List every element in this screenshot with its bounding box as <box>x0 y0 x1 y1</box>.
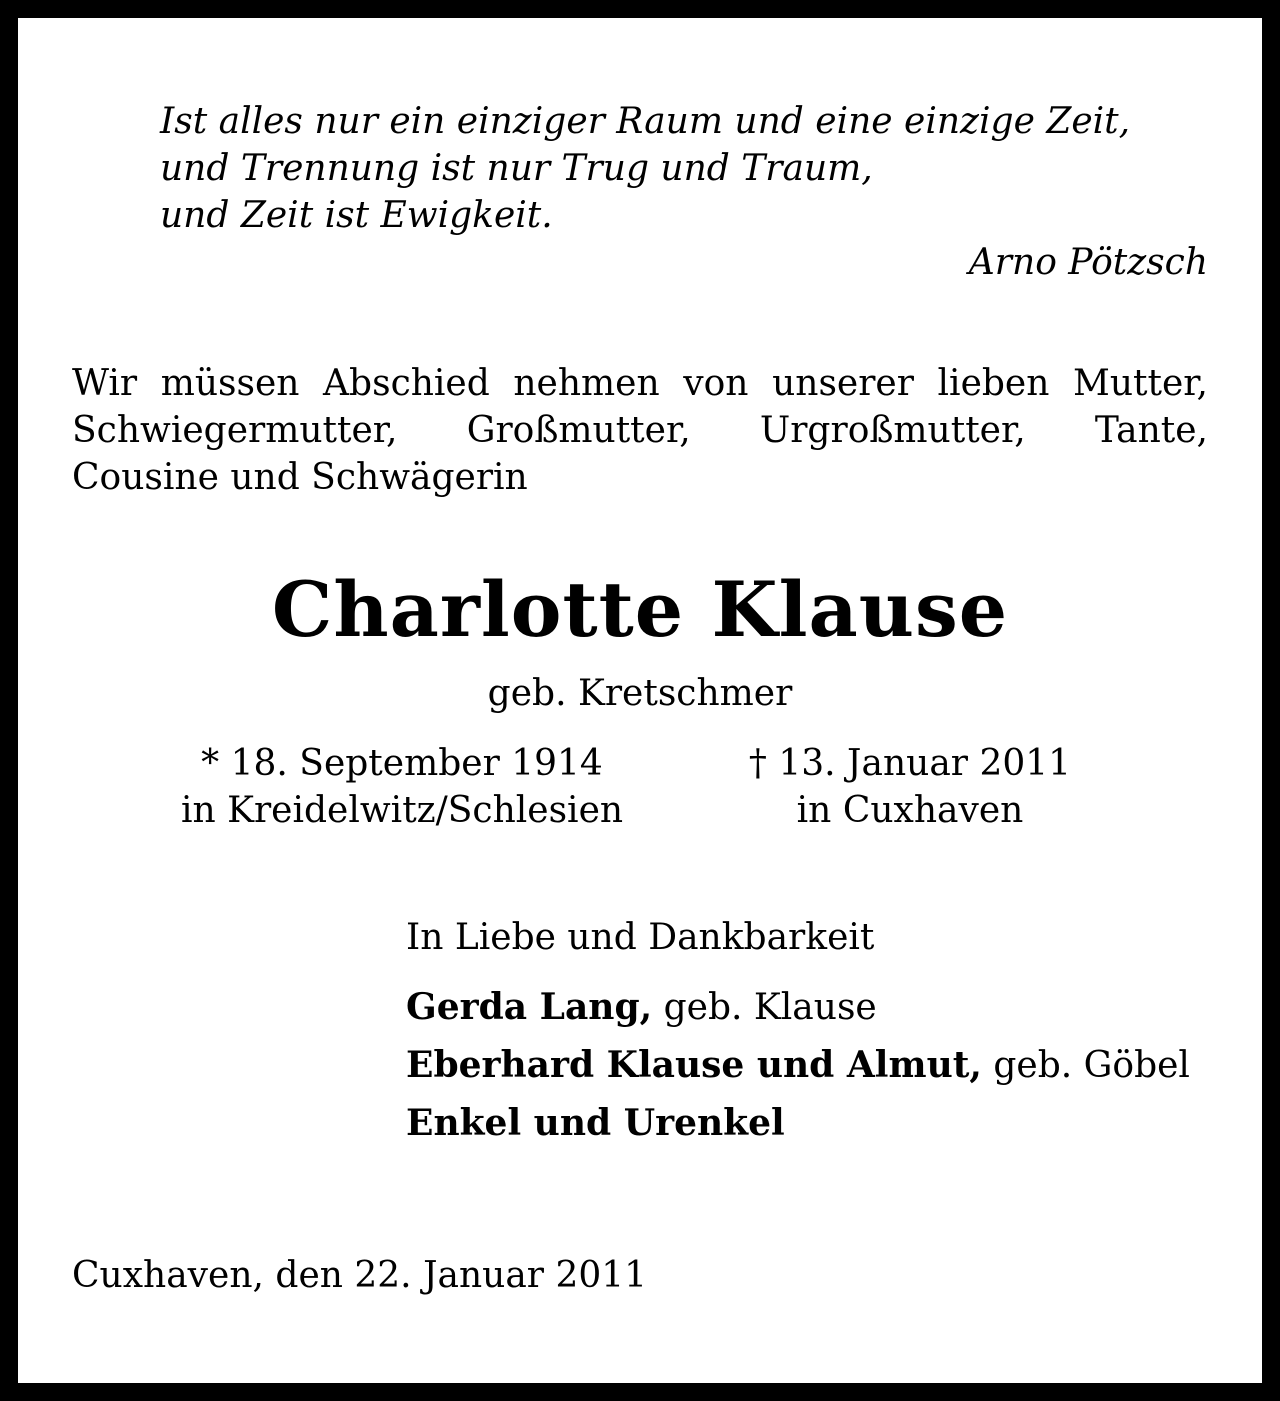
place-date: Cuxhaven, den 22. Januar 2011 <box>72 1255 648 1296</box>
birth-date: * 18. September 1914 <box>201 743 603 784</box>
signer-note: geb. Klause <box>652 987 877 1028</box>
signer-name: Gerda Lang, <box>406 986 653 1028</box>
signer-name: Eberhard Klause und Almut, <box>406 1044 982 1086</box>
intro-line: Cousine und Schwägerin <box>72 457 528 498</box>
deceased-name: Charlotte Klause <box>271 565 1009 654</box>
signer-note: geb. Göbel <box>981 1045 1190 1086</box>
poem-line: und Zeit ist Ewigkeit. <box>160 195 553 236</box>
poem-line: Ist alles nur ein einziger Raum und eine einzige Zeit, <box>160 101 1131 142</box>
signer-name: Enkel und Urenkel <box>406 1102 785 1144</box>
signer <box>406 1100 785 1147</box>
birth-info <box>142 740 662 834</box>
death-date: † 13. Januar 2011 <box>748 743 1072 784</box>
birth-place: in Kreidelwitz/Schlesien <box>180 790 624 831</box>
intro-line: Schwiegermutter, Großmutter, Urgroßmutter, Tante, <box>72 410 1208 451</box>
intro-line: Wir müssen Abschied nehmen von unserer lieben Mutter, <box>72 363 1208 404</box>
poem-line: und Trennung ist nur Trug und Traum, <box>160 148 873 189</box>
closing-phrase: In Liebe und Dankbarkeit <box>406 917 875 958</box>
death-info <box>650 740 1170 834</box>
poem-author: Arno Pötzsch <box>968 242 1208 283</box>
maiden-name: geb. Kretschmer <box>487 673 793 714</box>
intro-text <box>72 360 1208 501</box>
signer <box>406 984 877 1031</box>
death-place: in Cuxhaven <box>796 790 1024 831</box>
signer <box>406 1042 1190 1089</box>
